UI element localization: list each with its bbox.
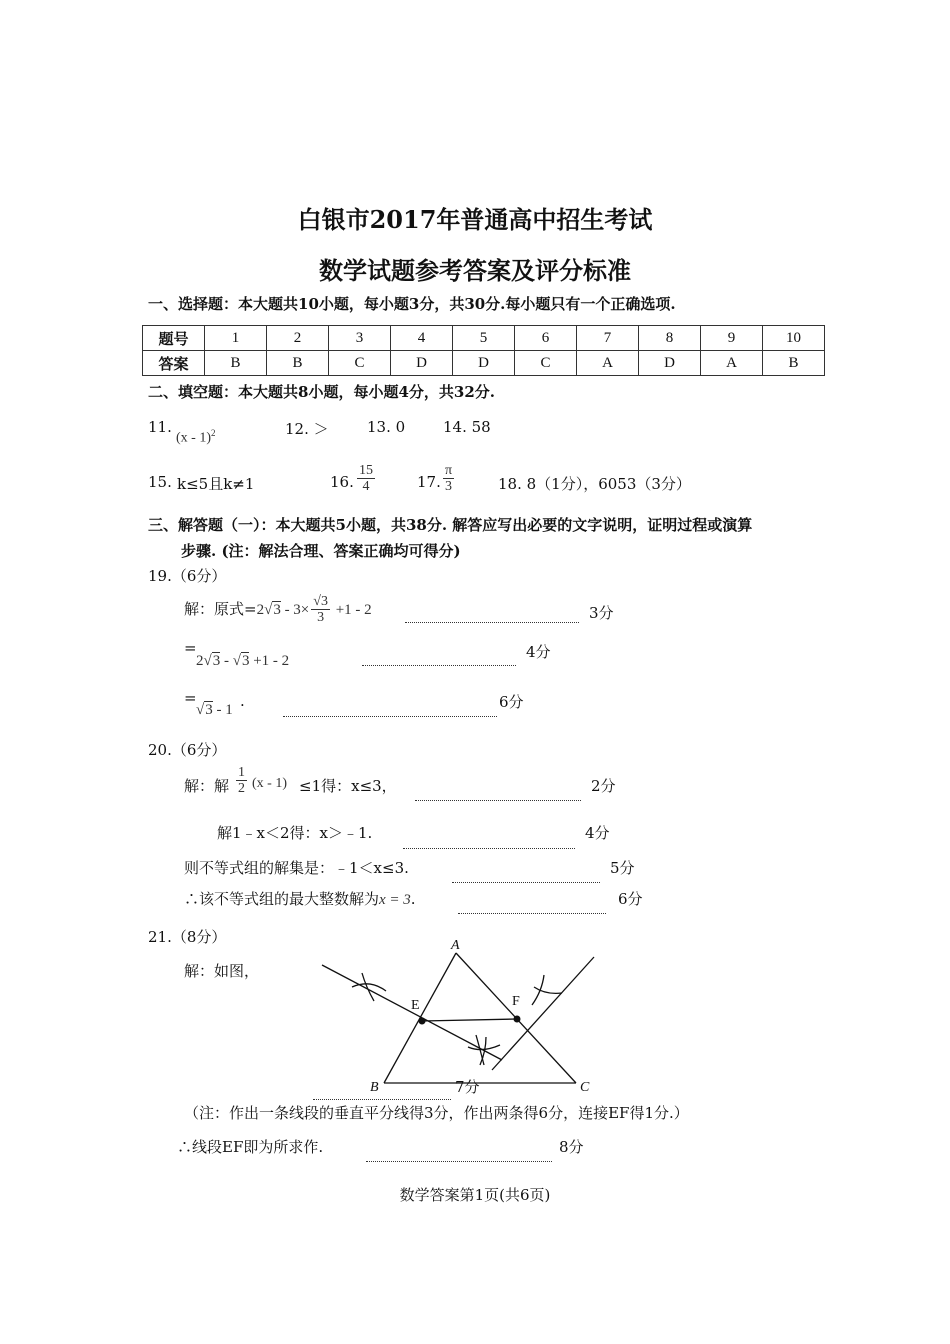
q21-conclusion: ∴线段EF即为所求作. [177,1138,324,1156]
label-b: B [370,1080,379,1095]
q19-line3-sqrt: 3 [205,702,213,718]
q17-numerator: π [445,463,453,478]
q16-label: 16. [330,473,354,491]
q19-line2-math-b: - [220,653,233,669]
page-subtitle: 数学试题参考答案及评分标准 [319,256,631,285]
q19-line1-frac-num: √3 [313,594,328,609]
q20-frac-den: 2 [238,781,245,797]
table-cell: B [267,351,329,376]
segment-ef [422,1019,517,1021]
q19-line3: √3 - 1 [196,702,233,718]
q16-answer [355,463,377,495]
q19-line1-math-c: +1 - 2 [331,601,372,618]
table-cell: D [391,351,453,376]
table-cell: D [639,351,701,376]
q19-line1-frac-den: 3 [317,610,325,626]
section-1-heading: 一、选择题：本大题共10小题，每小题3分，共30分.每小题只有一个正确选项. [148,295,676,313]
q20-score-2: 4分 [585,824,610,842]
label-a: A [451,938,460,953]
q11-exponent: 2 [211,428,216,438]
q17-denominator: 3 [445,479,453,495]
q20-line4 [184,888,416,909]
q20-line4-math: x = 3 [379,892,411,908]
q13-answer: 13. 0 [367,418,406,436]
q11-answer [176,428,216,447]
q20-line4-label: ∴该不等式组的最大整数解为 [184,890,380,908]
table-cell: C [515,351,577,376]
section-3-heading-line2: 步骤. (注：解法合理、答案正确均可得分) [181,542,461,560]
q21-note: （注：作出一条线段的垂直平分线得3分，作出两条得6分，连接EF得1分.） [184,1104,689,1122]
q17-label: 17. [417,473,441,491]
q20-line4-dot: . [410,890,416,908]
section-2-heading: 二、填空题：本大题共8小题，每小题4分，共32分. [148,383,495,401]
page-title: 白银市2017年普通高中招生考试 [297,205,653,234]
table-row [143,351,825,376]
table-cell: 3 [329,326,391,351]
table-cell: 2 [267,326,329,351]
q20-frac-num: 1 [238,765,245,780]
q19-line1-math-b: - 3× [280,601,310,618]
q19-score-3: 6分 [499,693,524,711]
side-ab [384,953,456,1083]
table-cell: 1 [205,326,267,351]
q19-line2-math-a: 2 [196,653,204,669]
q20-line3: 则不等式组的解集是：﹣1＜x≤3. [184,859,409,877]
q19-score-2: 4分 [526,643,551,661]
q11-expression: (x - 1) [176,430,211,446]
table-cell: C [329,351,391,376]
q19-line1-math-a: 2 [256,601,265,618]
q21-heading: 21.（8分） [148,928,227,946]
table-cell: B [763,351,825,376]
q18-answer: 18. 8（1分），6053（3分） [498,475,691,493]
q19-line3-math: - 1 [212,702,233,718]
table-cell: 4 [391,326,453,351]
table-cell: A [577,351,639,376]
q19-line2: 2√3 - √3 +1 - 2 [196,653,290,669]
q16-denominator: 4 [362,479,370,495]
q21-score-1: 7分 [455,1078,480,1096]
q17-answer [441,463,456,495]
q20-line1-frac [234,765,249,797]
arc-mark [468,1045,500,1050]
table-cell: 6 [515,326,577,351]
q19-line1: 解：原式=2√3 - 3× $\frac{√3}{3}$ +1 - 2 [184,594,372,626]
q19-line2-sqrt-a: 3 [212,653,221,669]
q11-label: 11. [148,418,172,436]
q14-answer: 14. 58 [443,418,491,436]
q20-heading: 20.（6分） [148,741,227,759]
q19-heading: 19.（6分） [148,567,227,585]
q19-line2-math-c: +1 - 2 [249,653,290,669]
page-footer: 数学答案第1页(共6页) [399,1186,551,1204]
q12-answer: 12. ＞ [285,420,329,438]
label-f: F [512,994,520,1009]
table-cell: A [701,351,763,376]
q19-line1-label: 解：原式= [184,599,257,618]
q20-line1-text: ≤1得：x≤3， [299,777,397,795]
q19-line2-eq: = [184,639,197,657]
table-cell: 7 [577,326,639,351]
arc-mark [534,987,562,993]
q20-line1-label: 解：解 [184,777,230,795]
table-row-label: 题号 [143,326,205,351]
q19-line3-dot: . [240,692,245,710]
q20-score-4: 6分 [618,890,643,908]
point-f [514,1016,521,1023]
q20-line2: 解1﹣x＜2得：x＞﹣1. [217,824,373,842]
table-cell: D [453,351,515,376]
q15-answer: k≤5且k≠1 [177,475,255,493]
q20-line1-math: (x - 1) [252,776,287,791]
table-row [143,326,825,351]
q15-label: 15. [148,473,172,491]
q19-line3-eq: = [184,689,197,707]
q21-score-2: 8分 [559,1138,584,1156]
label-c: C [580,1080,590,1095]
q19-line1-sqrt: 3 [273,601,281,618]
perp-bisector-2 [492,957,594,1070]
table-cell: 10 [763,326,825,351]
answer-table [142,325,825,376]
section-3-heading: 三、解答题（一）：本大题共5小题，共38分. 解答应写出必要的文字说明，证明过程或演算 [148,516,753,534]
table-cell: 8 [639,326,701,351]
q20-score-1: 2分 [591,777,616,795]
table-row-label: 答案 [143,351,205,376]
q19-score-1: 3分 [589,604,614,622]
q19-line2-sqrt-b: 3 [241,653,250,669]
label-e: E [411,998,420,1013]
q21-line1: 解：如图， [184,962,260,980]
q16-numerator: 15 [359,463,373,478]
table-cell: 5 [453,326,515,351]
triangle-figure [300,935,610,1095]
q20-score-3: 5分 [610,859,635,877]
table-cell: 9 [701,326,763,351]
point-e [419,1018,426,1025]
table-cell: B [205,351,267,376]
